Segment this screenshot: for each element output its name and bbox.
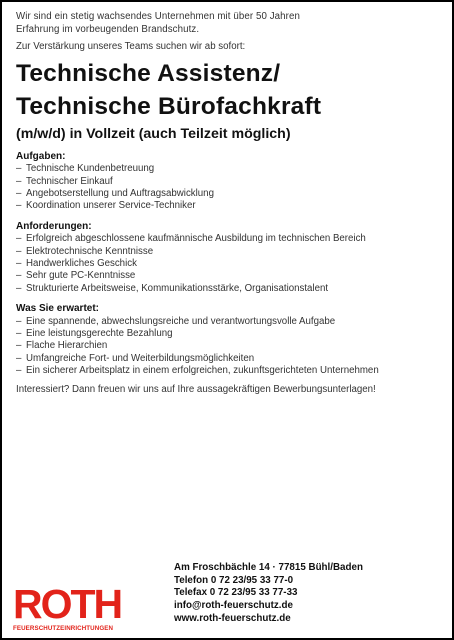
list-item: – Strukturierte Arbeitsweise, Kommunikationsstärke, Organisationstalent	[16, 283, 438, 295]
list-item: – Elektrotechnische Kenntnisse	[16, 246, 438, 258]
contact-email[interactable]: info@roth-feuerschutz.de	[174, 600, 293, 612]
contact-address: Am Froschbächle 14 · 77815 Bühl/Baden	[174, 562, 363, 573]
angebot-list	[16, 316, 438, 378]
list-item: – Angebotserstellung und Auftragsabwicklung	[16, 188, 438, 200]
contact-fax: Telefax 0 72 23/95 33 77-33	[174, 587, 298, 599]
logo-tagline: FEUERSCHUTZEINRICHTUNGEN	[13, 625, 114, 632]
intro-line-3: Zur Verstärkung unseres Teams suchen wir ab sofort:	[16, 41, 246, 53]
logo-wordmark: ROTH	[13, 581, 122, 627]
list-item: – Koordination unserer Service-Techniker	[16, 200, 438, 212]
list-item: – Flache Hierarchien	[16, 340, 438, 352]
anforderungen-list	[16, 233, 438, 295]
anforderungen-heading: Anforderungen:	[16, 220, 92, 232]
list-item: – Handwerkliches Geschick	[16, 258, 438, 270]
list-item: – Ein sicherer Arbeitsplatz in einem erfolgreichen, zukunftsgerichteten Unternehmen	[16, 365, 438, 377]
aufgaben-list	[16, 163, 438, 213]
roth-logo	[13, 581, 171, 635]
list-item: – Eine leistungsgerechte Bezahlung	[16, 328, 438, 340]
contact-phone: Telefon 0 72 23/95 33 77-0	[174, 574, 294, 586]
job-subtitle: (m/w/d) in Vollzeit (auch Teilzeit möglich)	[16, 125, 291, 142]
contact-block	[174, 562, 444, 626]
list-item: – Technische Kundenbetreuung	[16, 163, 438, 175]
intro-line-1: Wir sind ein stetig wachsendes Unternehmen mit über 50 Jahren	[16, 11, 300, 22]
list-item: – Technischer Einkauf	[16, 176, 438, 188]
list-item: – Erfolgreich abgeschlossene kaufmännische Ausbildung im technischen Bereich	[16, 233, 438, 245]
angebot-heading: Was Sie erwartet:	[16, 303, 99, 315]
contact-website[interactable]: www.roth-feuerschutz.de	[174, 612, 291, 624]
closing-text: Interessiert? Dann freuen wir uns auf Ihre aussagekräftigen Bewerbungsunterlagen!	[16, 383, 376, 395]
intro-line-2: Erfahrung im vorbeugenden Brandschutz.	[16, 23, 200, 35]
list-item: – Eine spannende, abwechslungsreiche und verantwortungsvolle Aufgabe	[16, 316, 438, 328]
job-title-line-1: Technische Assistenz/	[16, 59, 281, 87]
job-title-line-2: Technische Bürofachkraft	[16, 92, 322, 120]
aufgaben-heading: Aufgaben:	[16, 150, 66, 162]
list-item: – Umfangreiche Fort- und Weiterbildungsmöglichkeiten	[16, 353, 438, 365]
list-item: – Sehr gute PC-Kenntnisse	[16, 270, 438, 282]
